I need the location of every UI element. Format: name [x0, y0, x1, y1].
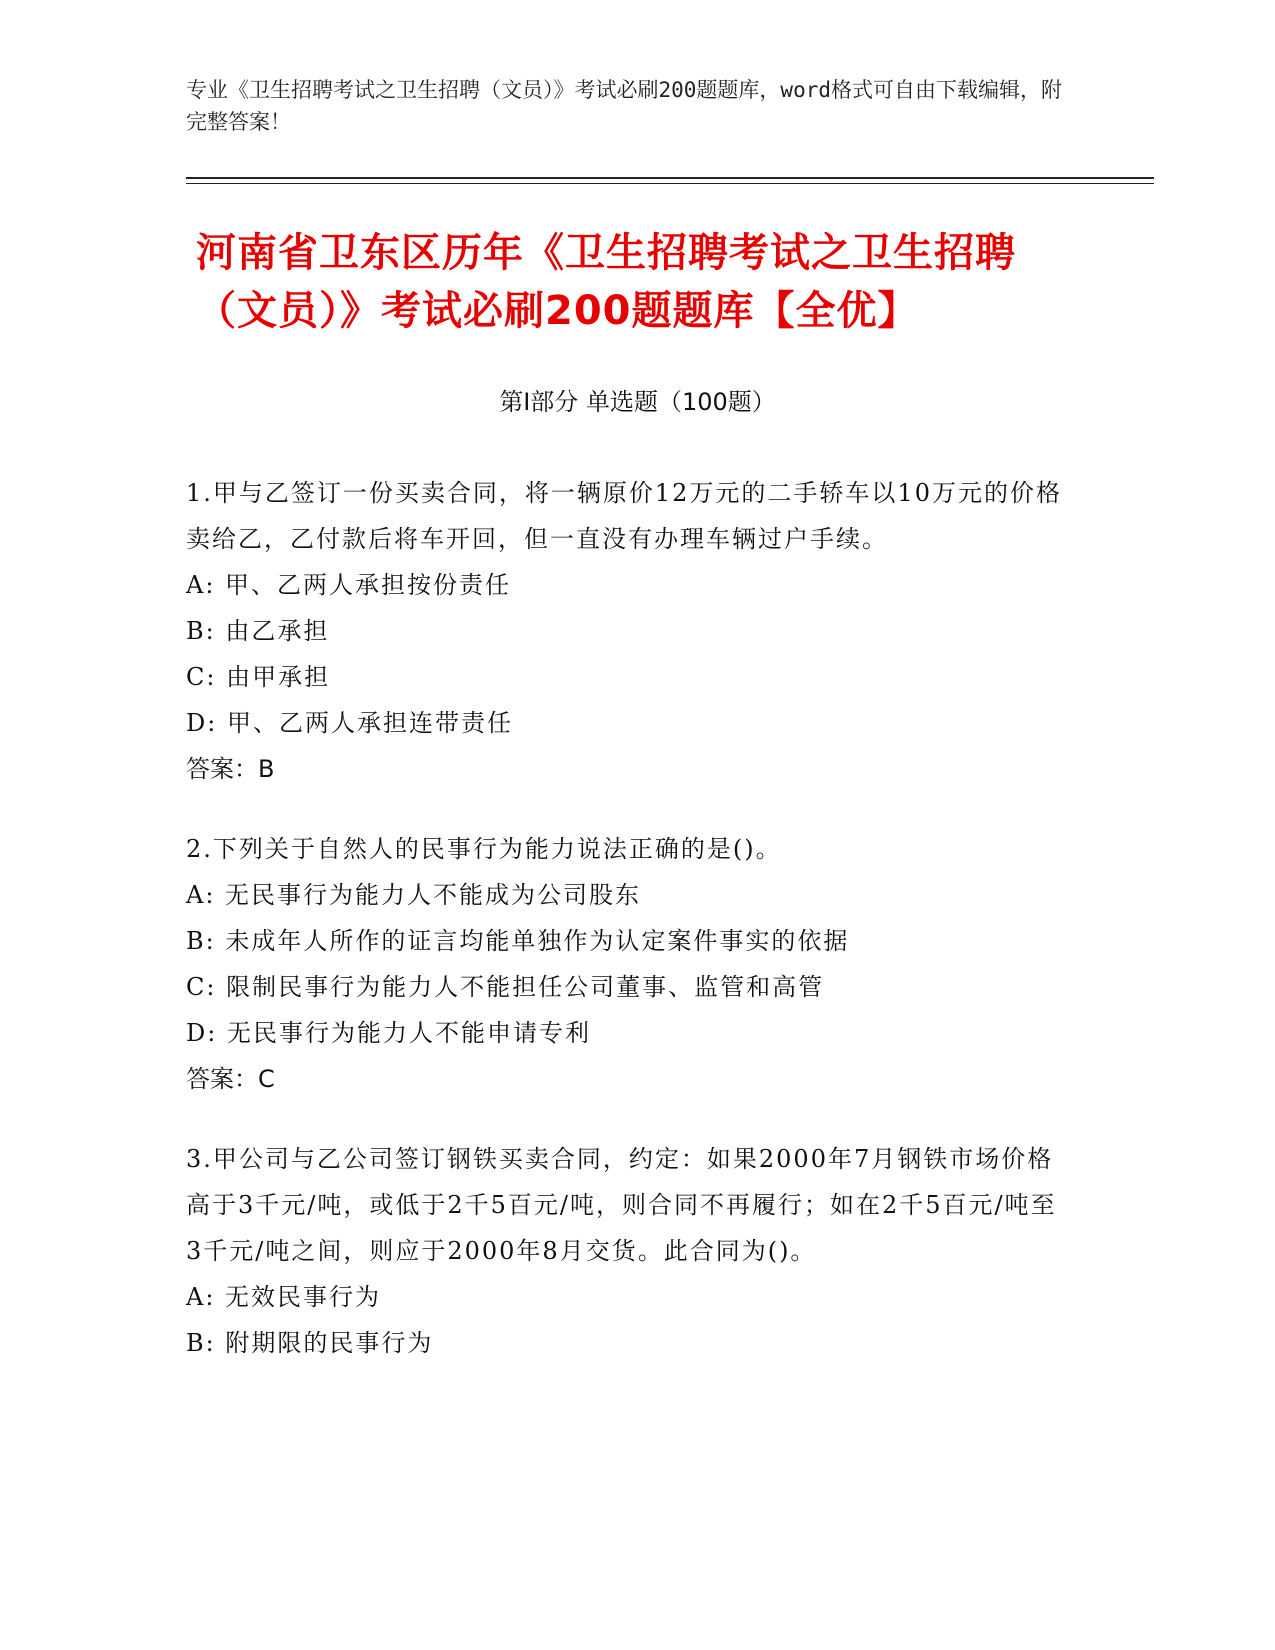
answer: 答案：C — [186, 1065, 275, 1093]
section-title: 第Ⅰ部分 单选题（100题） — [499, 388, 776, 416]
question-stem: 1.甲与乙签订一份买卖合同，将一辆原价12万元的二手轿车以10万元的价格卖给乙，乙付款后将车开回，但一直没有办理车辆过户手续。 — [186, 479, 1062, 553]
option-c: C: 限制民事行为能力人不能担任公司董事、监管和高管 — [186, 973, 825, 1001]
document-title: 河南省卫东区历年《卫生招聘考试之卫生招聘（文员）》考试必刷200题题库【全优】 — [196, 230, 1016, 334]
option-d: D: 无民事行为能力人不能申请专利 — [186, 1019, 591, 1047]
question-stem: 3.甲公司与乙公司签订钢铁买卖合同，约定：如果2000年7月钢铁市场价格高于3千元/吨，或低于2千5百元/吨，则合同不再履行；如在2千5百元/吨至3千元/吨之间，则应于2000年8月交货。此合同为()。 — [186, 1145, 1057, 1265]
header-rule-thick — [186, 177, 1154, 179]
question-2 — [186, 826, 1066, 1102]
option-c: C: 由甲承担 — [186, 663, 331, 691]
option-b: B: 附期限的民事行为 — [186, 1329, 434, 1357]
question-3 — [186, 1136, 1066, 1366]
option-d: D: 甲、乙两人承担连带责任 — [186, 709, 513, 737]
option-a: A: 无效民事行为 — [186, 1283, 382, 1311]
header-rule-thin — [186, 183, 1154, 184]
option-b: B: 未成年人所作的证言均能单独作为认定案件事实的依据 — [186, 927, 850, 955]
answer: 答案：B — [186, 755, 275, 783]
option-b: B: 由乙承担 — [186, 617, 330, 645]
option-a: A: 甲、乙两人承担按份责任 — [186, 571, 512, 599]
question-1 — [186, 470, 1066, 792]
question-stem: 2.下列关于自然人的民事行为能力说法正确的是()。 — [186, 835, 782, 863]
header-note: 专业《卫生招聘考试之卫生招聘（文员）》考试必刷200题题库，word格式可自由下载编辑，附完整答案！ — [186, 78, 1062, 134]
question-list — [186, 470, 1066, 1400]
option-a: A: 无民事行为能力人不能成为公司股东 — [186, 881, 642, 909]
